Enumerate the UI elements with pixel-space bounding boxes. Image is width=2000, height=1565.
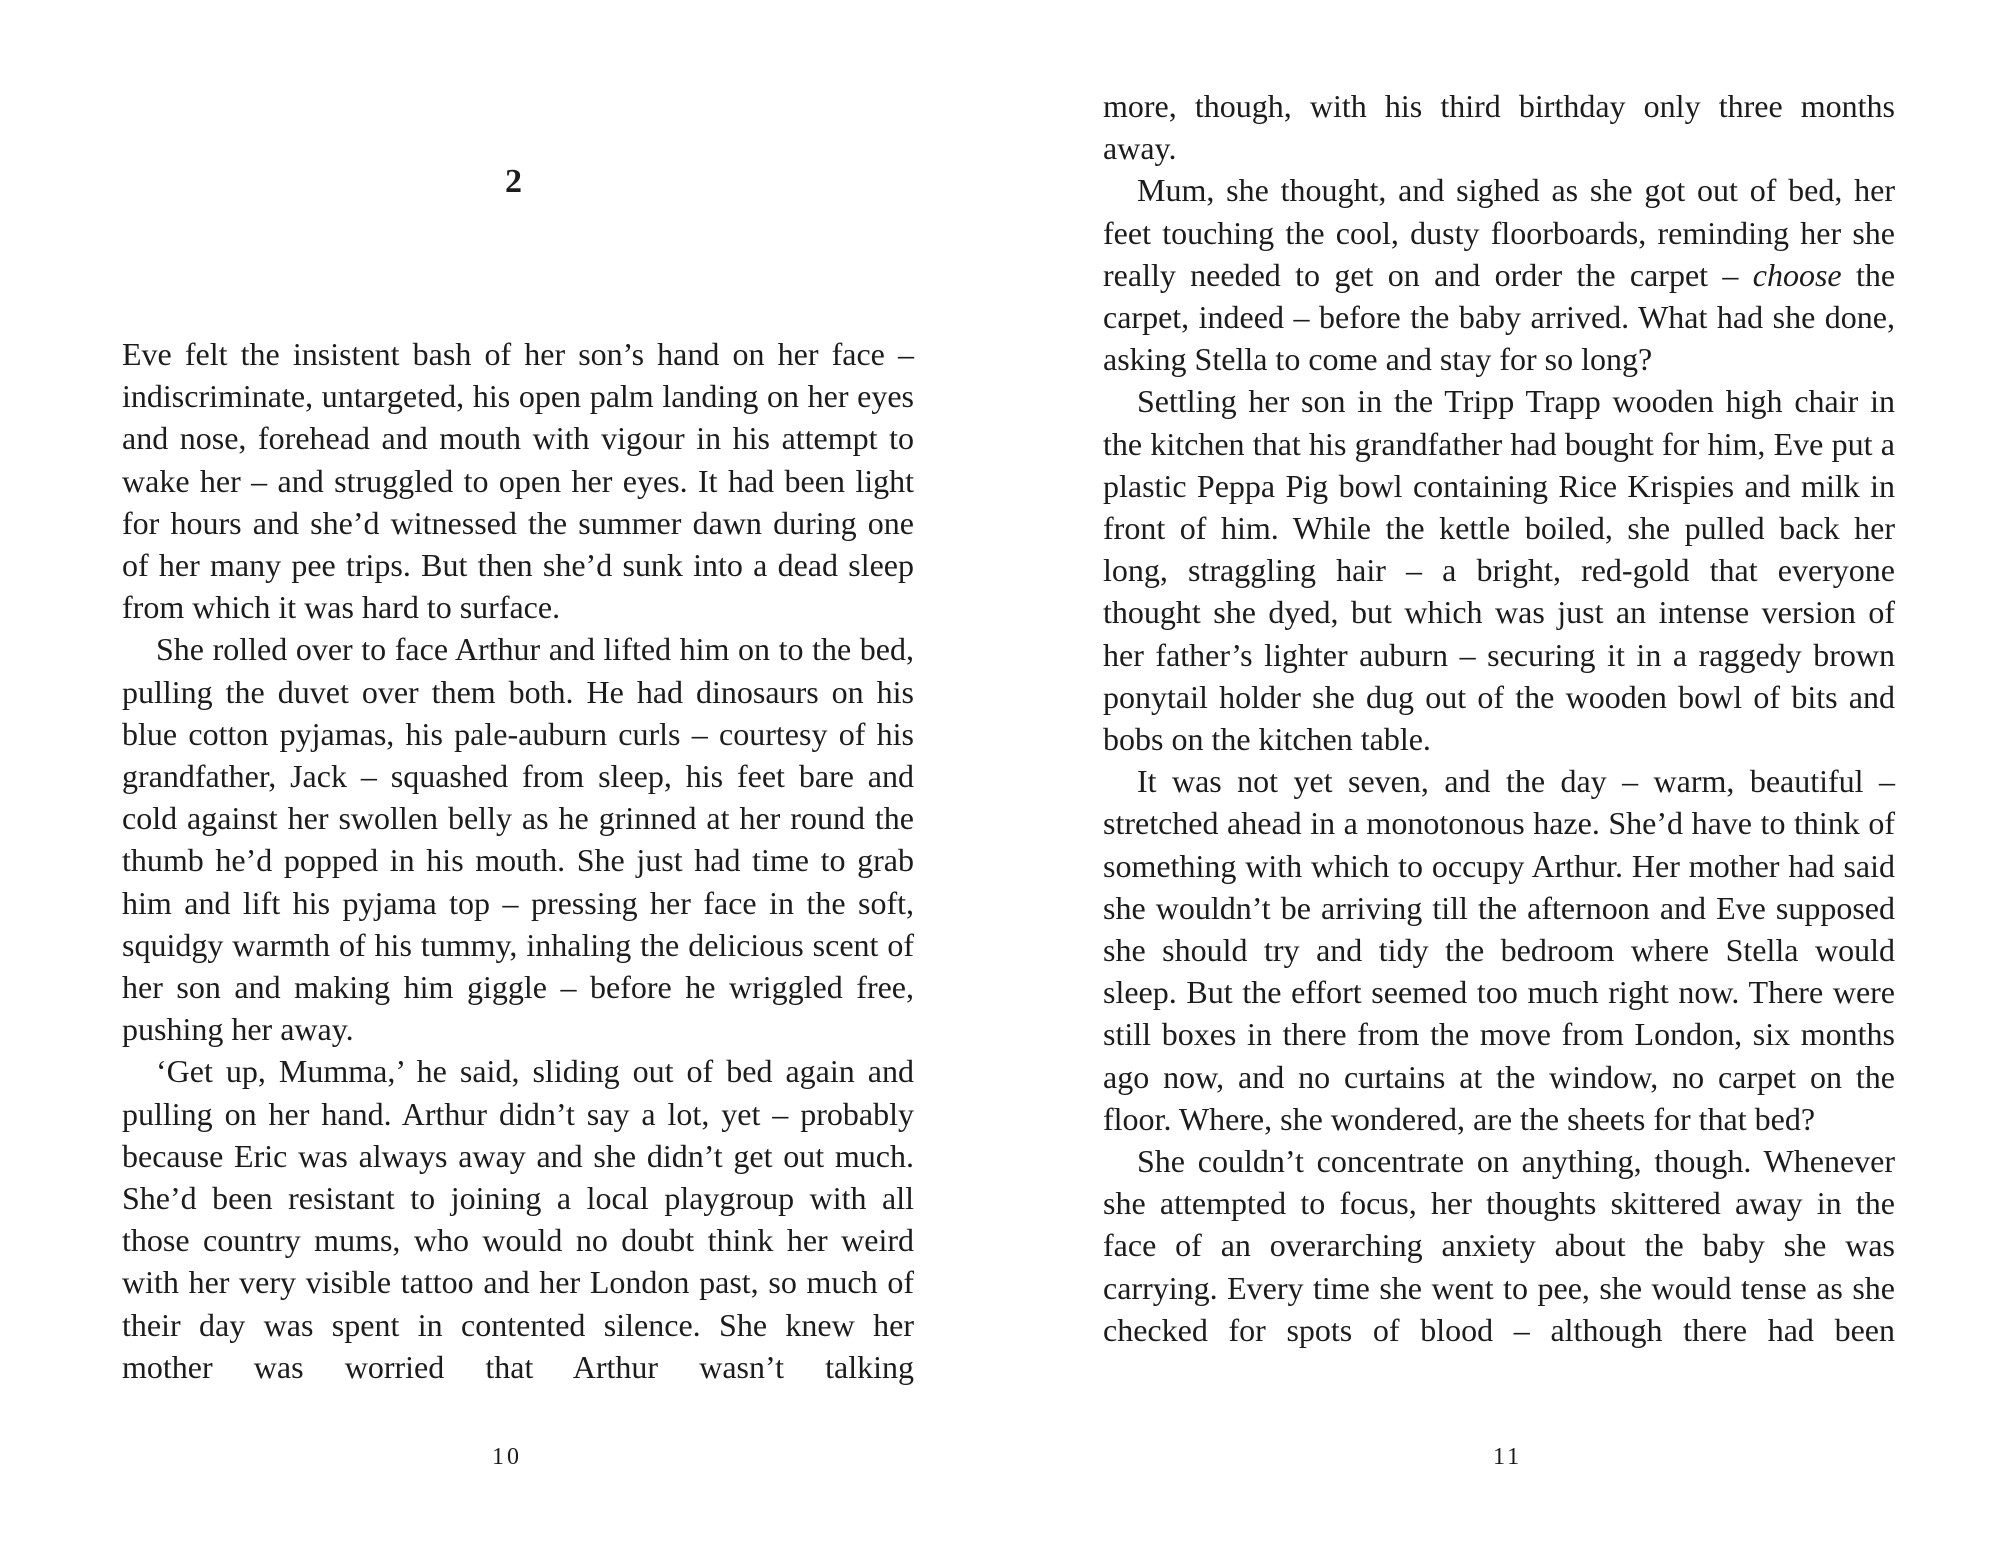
italic-word: choose bbox=[1752, 256, 1842, 293]
page-number: 11 bbox=[1493, 1444, 1523, 1470]
paragraph: ‘Get up, Mumma,’ he said, sliding out of bed again and pulling on her hand. Arthur didn’t say a lot, yet – probably because Eric was always away and she didn’t get out much. She’d been resistant to joining a local playgroup with all those country mums, who would no doubt think her weird with her very visible tattoo and her London past, so much of their day was spent in contented silence. She knew her mother was worried that Arthur wasn’t talking bbox=[122, 1053, 914, 1385]
paragraph: Settling her son in the Tripp Trapp wooden high chair in the kitchen that his grandfather had bought for him, Eve put a plastic Peppa Pig bowl containing Rice Krispies and milk in front of him. While the kettle boiled, she pulled back her long, straggling hair – a bright, red-gold that everyone thought she dyed, but which was just an intense version of her father’s lighter auburn – securing it in a raggedy brown ponytail holder she dug out of the wooden bowl of bits and bobs on the kitchen table. bbox=[1103, 383, 1895, 758]
left-body-text bbox=[122, 333, 914, 1388]
paragraph: Eve felt the insistent bash of her son’s hand on her face – indiscriminate, untargeted, his open palm landing on her eyes and nose, forehead and mouth with vigour in his attempt to wake her – and struggled to open her eyes. It had been light for hours and she’d witnessed the summer dawn during one of her many pee trips. But then she’d sunk into a dead sleep from which it was hard to surface. bbox=[122, 336, 914, 626]
chapter-number: 2 bbox=[505, 163, 523, 200]
paragraph: more, though, with his third birthday only three months away. bbox=[1103, 88, 1895, 167]
paragraph: She couldn’t concentrate on anything, though. Whenever she attempted to focus, her thoughts skittered away in the face of an overarching anxiety about the baby she was carrying. Every time she went to pee, she would tense as she checked for spots of blood – although there had been bbox=[1103, 1143, 1895, 1348]
paragraph bbox=[1103, 169, 1895, 380]
page-number: 10 bbox=[492, 1444, 522, 1470]
paragraph: It was not yet seven, and the day – warm, beautiful – stretched ahead in a monotonous haze. She’d have to think of something with which to occupy Arthur. Her mother had said she wouldn’t be arriving till the afternoon and Eve supposed she should try and tidy the bedroom where Stella would sleep. But the effort seemed too much right now. There were still boxes in there from the move from London, six months ago now, and no curtains at the window, no carpet on the floor. Where, she wondered, are the sheets for that bed? bbox=[1103, 763, 1895, 1137]
right-body-text bbox=[1103, 85, 1895, 1351]
paragraph-text: Mum, she thought, and sighed as she got out of bed, her feet touching the cool, dusty floorboards, reminding her she really needed to get on and order the carpet – bbox=[1103, 172, 1895, 293]
paragraph-text: the carpet, indeed – before the baby arrived. What had she done, asking Stella to come and stay for so long? bbox=[1103, 256, 1896, 378]
right-page bbox=[1000, 0, 2000, 1565]
paragraph: She rolled over to face Arthur and lifted him on to the bed, pulling the duvet over them both. He had dinosaurs on his blue cotton pyjamas, his pale-auburn curls – courtesy of his grandfather, Jack – squashed from sleep, his feet bare and cold against her swollen belly as he grinned at her round the thumb he’d popped in his mouth. She just had time to grab him and lift his pyjama top – pressing her face in the soft, squidgy warmth of his tummy, inhaling the delicious scent of her son and making him giggle – before he wriggled free, pushing her away. bbox=[122, 631, 914, 1048]
